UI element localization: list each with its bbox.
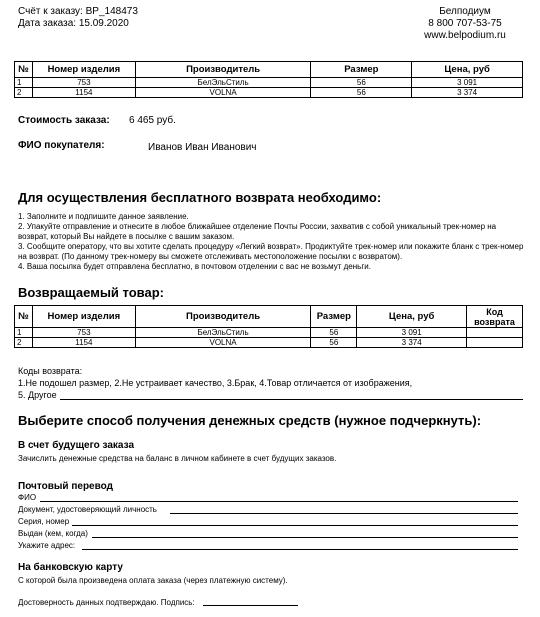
cell: 753 [32,78,135,88]
field-label-document: Документ, удостоверяющий личность [18,505,157,514]
field-label-series: Серия, номер [18,517,70,526]
returned-goods-table [14,305,523,348]
company-phone: 8 800 707-53-75 [428,18,502,29]
option-postal-title[interactable]: Почтовый перевод [18,481,113,492]
return-codes-other: 5. Другое [18,390,57,400]
table-row [15,338,523,348]
order-date: Дата заказа: 15.09.2020 [18,18,129,29]
buyer-name: Иванов Иван Иванович [148,142,257,153]
table-header-row [15,306,523,328]
address-field-line[interactable] [82,549,518,550]
invoice-number: Счёт к заказу: ВР_148473 [18,6,138,17]
field-label-fio: ФИО [18,493,37,502]
return-steps [18,212,524,272]
table-row [15,328,523,338]
cell: 3 374 [412,88,523,98]
col-size: Размер [311,306,357,328]
cell: 3 374 [357,338,467,348]
col-price: Цена, руб [357,306,467,328]
col-num: № [15,306,33,328]
cell: БелЭльСтиль [135,328,311,338]
company-website: www.belpodium.ru [424,30,506,41]
issued-field-line[interactable] [92,537,518,538]
document-field-line[interactable] [170,513,518,514]
return-step: 2. Упакуйте отправление и отнесите в любое ближайшее отделение Почты России, захватив с собой уникальный трек-номер на возврат, который Вы найдете в посылке с вашим заказом. [18,222,497,241]
cell: 3 091 [412,78,523,88]
cell: 1 [15,78,33,88]
cell: 56 [311,78,412,88]
col-price: Цена, руб [412,62,523,78]
cell: 3 091 [357,328,467,338]
cell: 1154 [32,88,135,98]
field-label-issued: Выдан (кем, когда) [18,529,88,538]
cell: 2 [15,338,33,348]
col-maker: Производитель [135,62,311,78]
company-name: Белподиум [439,6,491,17]
option-card-title[interactable]: На банковскую карту [18,562,123,573]
col-return-code: Код возврата [467,306,523,328]
cell: БелЭльСтиль [135,78,311,88]
col-maker: Производитель [135,306,311,328]
cost-value: 6 465 руб. [129,115,176,126]
table-header-row [15,62,523,78]
option-card-desc: С которой была произведена оплата заказа (через платежную систему). [18,576,288,585]
cell: VOLNA [135,88,311,98]
return-step: 1. Заполните и подпишите данное заявление. [18,212,189,221]
return-step: 3. Сообщите оператору, что вы хотите сделать процедуру «Легкий возврат». Продиктуйте трек-номер или покажите бланк с трек-номер на возврат. (По данному трек-номеру вы сможете отслеживать местоположение посылки с возвратом). [18,242,524,261]
table-row [15,88,523,98]
return-codes-list: 1.Не подошел размер, 2.Не устраивает качество, 3.Брак, 4.Товар отличается от изображения, [18,378,413,388]
cost-label: Стоимость заказа: [18,115,110,126]
return-step: 4. Ваша посылка будет отправлена бесплатно, в почтовом отделении с вас не возьмут деньги. [18,262,371,271]
signature-line[interactable] [203,605,298,606]
cell: VOLNA [135,338,311,348]
fio-field-line[interactable] [40,501,518,502]
cell: 753 [32,328,135,338]
col-item: Номер изделия [32,62,135,78]
refund-title: Выберите способ получения денежных средств (нужное подчеркнуть): [18,413,482,428]
option-future-order-title[interactable]: В счет будущего заказа [18,440,135,451]
cell: 2 [15,88,33,98]
cell: 56 [311,328,357,338]
other-reason-line[interactable] [60,399,523,400]
order-table [14,61,523,98]
return-code-cell[interactable] [467,328,523,338]
buyer-label: ФИО покупателя: [18,140,105,151]
cell: 56 [311,88,412,98]
col-num: № [15,62,33,78]
field-label-address: Укажите адрес: [18,541,76,550]
table-row [15,78,523,88]
cell: 1154 [32,338,135,348]
cell: 1 [15,328,33,338]
returned-goods-title: Возвращаемый товар: [18,285,164,300]
return-title: Для осуществления бесплатного возврата необходимо: [18,190,382,205]
signature-label: Достоверность данных подтверждаю. Подпись: [18,598,195,607]
return-code-cell[interactable] [467,338,523,348]
col-size: Размер [311,62,412,78]
cell: 56 [311,338,357,348]
option-future-order-desc: Зачислить денежные средства на баланс в личном кабинете в счет будущих заказов. [18,454,337,463]
return-codes-title: Коды возврата: [18,366,83,376]
col-item: Номер изделия [32,306,135,328]
series-field-line[interactable] [72,525,518,526]
